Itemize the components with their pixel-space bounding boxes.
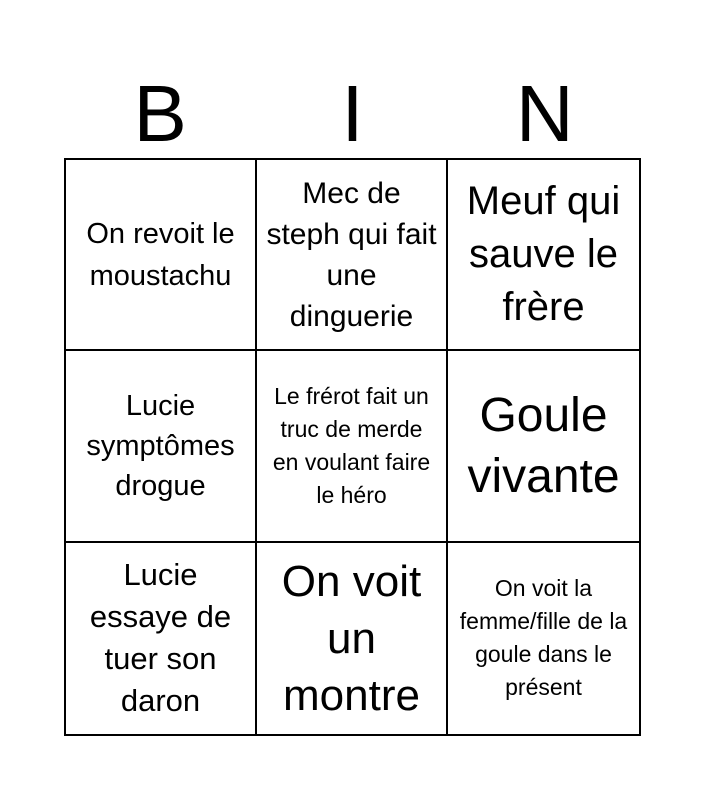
- bingo-cell[interactable]: [448, 351, 639, 542]
- cell-text: Goule vivante: [467, 388, 620, 503]
- cell-text: Lucie symptômes drogue: [86, 389, 235, 502]
- bingo-cell[interactable]: [66, 351, 257, 542]
- bingo-cell[interactable]: [448, 160, 639, 351]
- cell-text: Lucie essaye de tuer son daron: [89, 557, 232, 719]
- bingo-cell[interactable]: [448, 543, 639, 734]
- header-letter-b: B: [133, 69, 187, 158]
- bingo-header: [64, 70, 641, 158]
- cell-text: On voit la femme/fille de la goule dans le présent: [459, 575, 628, 701]
- header-letter-n: N: [515, 69, 574, 158]
- cell-text: Mec de steph qui fait une dinguerie: [266, 176, 437, 333]
- bingo-cell[interactable]: [66, 543, 257, 734]
- cell-text: Meuf qui sauve le frère: [466, 179, 621, 330]
- bingo-card: [64, 158, 641, 736]
- cell-text: Le frérot fait un truc de merde en voulant faire le héro: [272, 382, 431, 508]
- header-letter-i: I: [341, 69, 364, 158]
- bingo-cell[interactable]: [66, 160, 257, 351]
- bingo-cell[interactable]: [257, 543, 448, 734]
- cell-text: On voit un montre: [281, 556, 422, 720]
- bingo-cell[interactable]: [257, 160, 448, 351]
- cell-text: On revoit le moustachu: [86, 217, 235, 292]
- bingo-cell[interactable]: [257, 351, 448, 542]
